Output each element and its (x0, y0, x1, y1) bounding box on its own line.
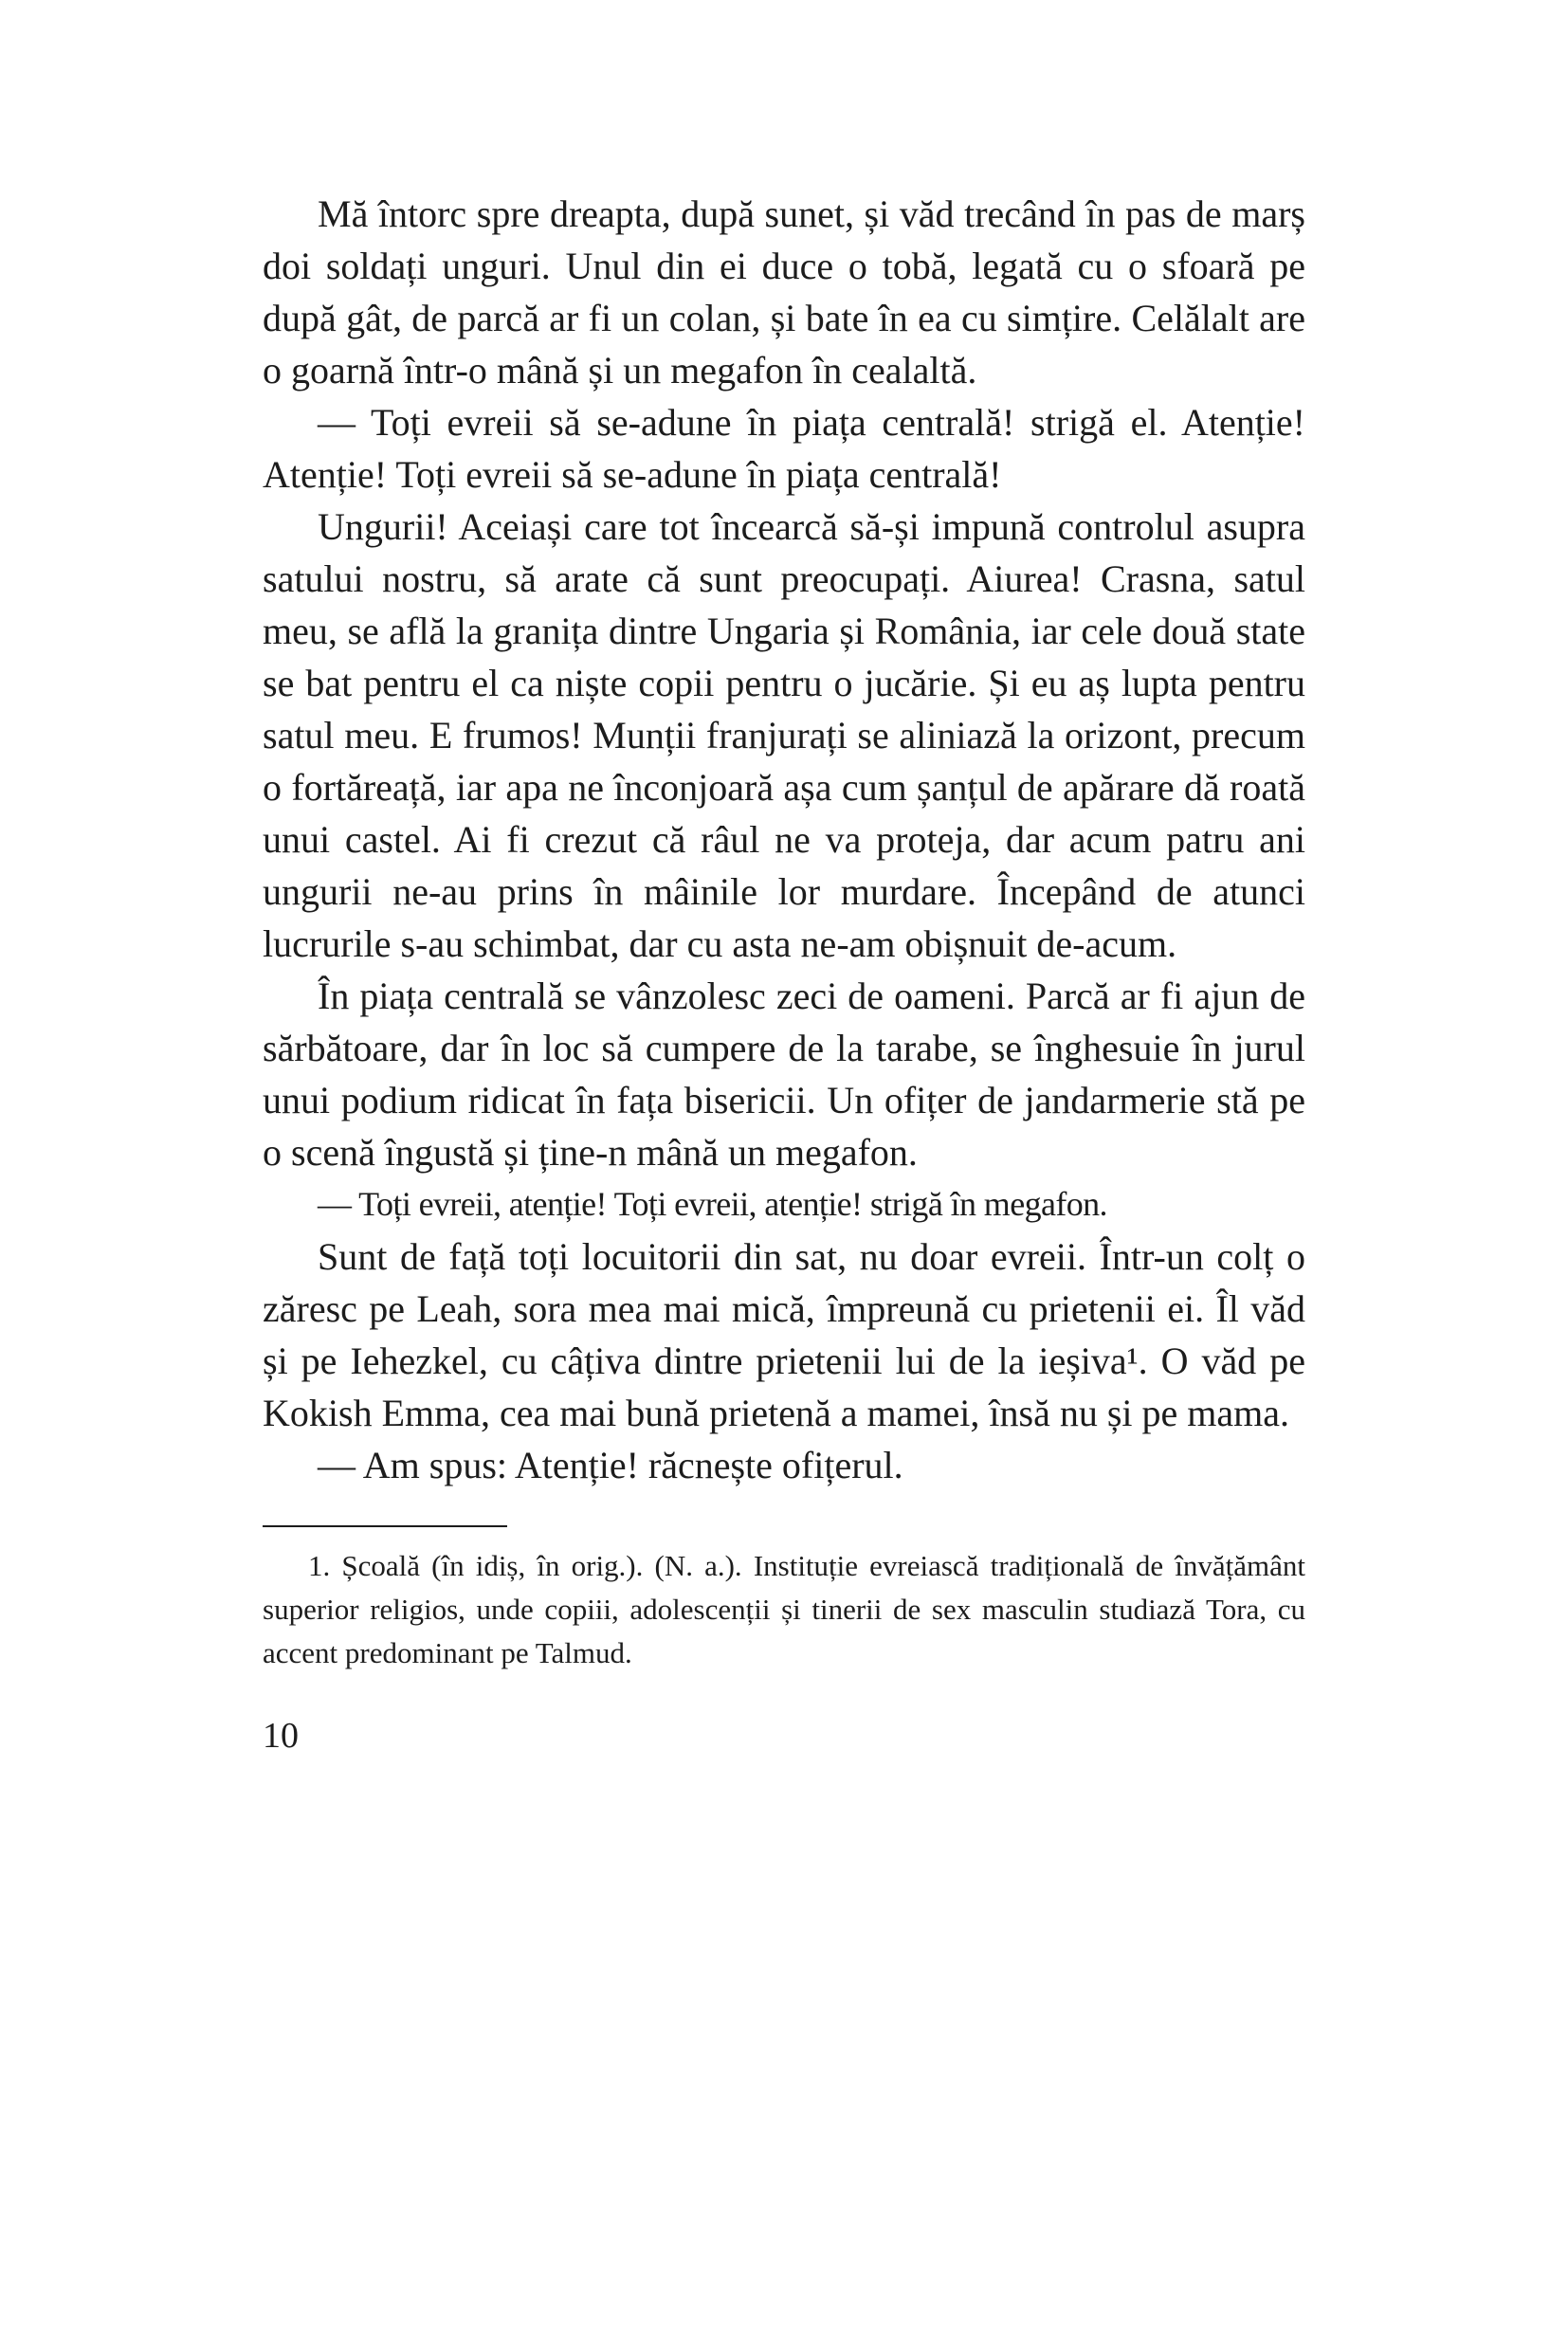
body-paragraph: În piața centrală se vânzolesc zeci de oameni. Parcă ar fi ajun de sărbătoare, dar în loc să cumpere de la tarabe, se înghesuie în jurul unui podium ridicat în fața bisericii. Un ofițer de jandarmerie stă pe o scenă îngustă și ține-n mână un megafon. (263, 975, 1305, 1174)
footnote-separator (263, 1525, 507, 1527)
dialogue-paragraph: — Toți evreii, atenție! Toți evreii, atenție! strigă în megafon. (318, 1185, 1107, 1223)
footnote-text: 1. Școală (în idiș, în orig.). (N. a.). Instituție evreiască tradițională de învățământ superior religios, unde copiii, adolescenții și tinerii de sex masculin studiază Tora, cu accent predominant pe Talmud. (263, 1549, 1305, 1669)
page-number-label: 10 (263, 1716, 299, 1756)
body-paragraph: Mă întorc spre dreapta, după sunet, și văd trecând în pas de marș doi soldați unguri. Unul din ei duce o tobă, legată cu o sfoară pe după gât, de parcă ar fi un colan, și bate în ea cu simțire. Celălalt are o goarnă într-o mână și un megafon în cealaltă. (263, 192, 1305, 392)
dialogue-paragraph: — Am spus: Atenție! răcnește ofițerul. (318, 1444, 903, 1486)
body-paragraph: Sunt de față toți locuitorii din sat, nu doar evreii. Într-un colț o zăresc pe Leah, sora mea mai mică, împreună cu prietenii ei. Îl văd și pe Iehezkel, cu câțiva dintre prietenii lui de la ieșiva¹. O văd pe Kokish Emma, cea mai bună prietenă a mamei, însă nu și pe mama. (263, 1235, 1305, 1434)
body-paragraph: Ungurii! Aceiași care tot încearcă să-și impună controlul asupra satului nostru, să arate că sunt preocupați. Aiurea! Crasna, satul meu, se află la granița dintre Ungaria și România, iar cele două state se bat pentru el ca niște copii pentru o jucărie. Și eu aș lupta pentru satul meu. E frumos! Munții franjurați se aliniază la orizont, precum o fortăreață, iar apa ne înconjoară așa cum șanțul de apărare dă roată unui castel. Ai fi crezut că râul ne va proteja, dar acum patru ani ungurii ne-au prins în mâinile lor murdare. Începând de atunci lucrurile s-au schimbat, dar cu asta ne-am obișnuit de-acum. (263, 505, 1305, 965)
text-block (263, 188, 1305, 1757)
dialogue-paragraph: — Toți evreii să se-adune în piața centrală! strigă el. Atenție! Atenție! Toți evreii să se-adune în piața centrală! (263, 401, 1305, 496)
footnote-block (263, 1525, 1305, 1675)
